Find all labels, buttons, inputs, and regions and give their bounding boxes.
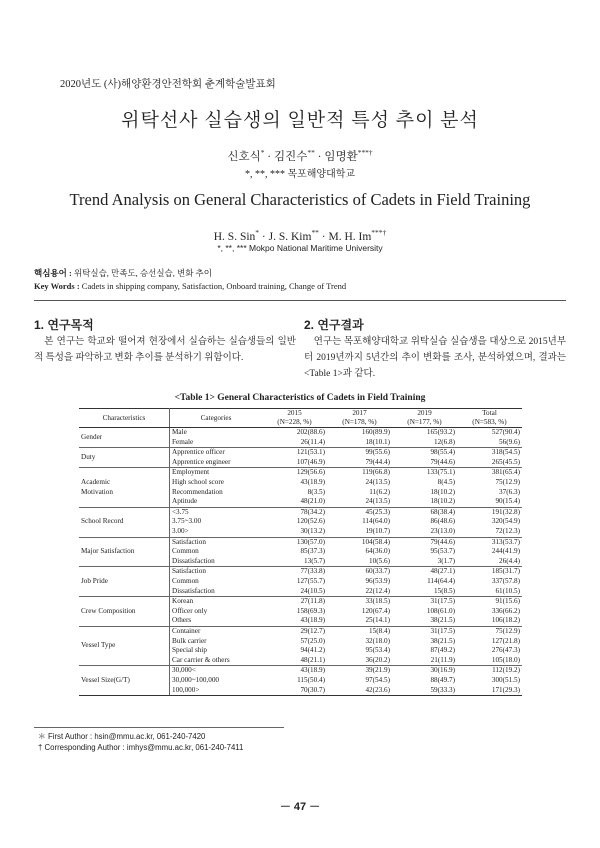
author-en-1: H. S. Sin bbox=[213, 230, 256, 243]
value-cell: 120(67.4) bbox=[361, 606, 390, 615]
category-cell: 3.75~3.00 bbox=[172, 517, 202, 526]
characteristic-label: Gender bbox=[79, 428, 170, 448]
value-cell: 26(4.4) bbox=[499, 556, 520, 565]
value-cell: 8(3.5) bbox=[307, 487, 325, 496]
category-cell: Bulk carrier bbox=[172, 636, 207, 645]
value-cell: 90(15.4) bbox=[495, 497, 520, 506]
table-row bbox=[79, 537, 522, 547]
value-cell: 88(49.7) bbox=[430, 675, 455, 684]
value-cell: 31(17.5) bbox=[392, 626, 457, 636]
value-cell: 120(52.6) bbox=[296, 517, 325, 526]
value-cell: 95(53.7) bbox=[430, 547, 455, 556]
value-cell: 12(6.8) bbox=[434, 437, 455, 446]
value-cell: 115(50.4) bbox=[297, 675, 325, 684]
header-2015 bbox=[262, 409, 327, 428]
value-cell: 26(11.4) bbox=[300, 437, 325, 446]
characteristic-label: Vessel Size(G/T) bbox=[79, 666, 170, 696]
category-cell: Common bbox=[172, 577, 199, 585]
value-cell: 114(64.4) bbox=[427, 577, 455, 585]
category-cell: 100,000> bbox=[170, 685, 263, 695]
paper-title-english: Trend Analysis on General Characteristics of Cadets in Field Training bbox=[69, 190, 531, 209]
category-cell: 3.00> bbox=[172, 527, 189, 536]
value-cell: 127(21.8) bbox=[491, 636, 520, 645]
value-cell: 318(54.5) bbox=[457, 448, 522, 458]
section-2-text: 연구는 목포해양대학교 위탁실습 실습생을 대상으로 2015년부터 2019년까지 5년간의 추이 변화를 조사, 분석하였으며, 결과는 <Table 1>과 같다. bbox=[304, 337, 566, 379]
value-cell: 31(17.5) bbox=[392, 597, 457, 607]
keywords-english-label: Key Words : bbox=[34, 281, 80, 291]
value-cell: 24(10.5) bbox=[300, 586, 325, 595]
category-cell: 30,000< bbox=[170, 666, 263, 676]
header-2017 bbox=[327, 409, 392, 428]
value-cell: 68(38.4) bbox=[392, 507, 457, 517]
header-total-label: Total bbox=[482, 409, 497, 417]
category-cell: Male bbox=[172, 428, 187, 437]
header-total bbox=[457, 409, 522, 428]
keywords-korean bbox=[34, 267, 212, 279]
value-cell: 18(10.2) bbox=[430, 487, 455, 496]
value-cell: 191(32.8) bbox=[457, 507, 522, 517]
value-cell: 29(12.7) bbox=[262, 626, 327, 636]
footnote-first-author: ＊ First Author : hsin@mmu.ac.kr, 061-240-7420 bbox=[38, 732, 206, 741]
author-en-3-mark: ***† bbox=[371, 228, 387, 237]
value-cell: 313(53.7) bbox=[457, 537, 522, 547]
value-cell: 11(6.2) bbox=[369, 487, 390, 496]
value-cell: 25(14.1) bbox=[365, 616, 390, 625]
value-cell: 48(27.1) bbox=[392, 567, 457, 577]
table-row bbox=[79, 468, 522, 478]
table-row bbox=[79, 597, 522, 607]
value-cell: 59(33.3) bbox=[392, 685, 457, 695]
header-2015-year: 2015 bbox=[287, 409, 302, 417]
value-cell: 185(31.7) bbox=[457, 567, 522, 577]
characteristics-table bbox=[79, 408, 522, 696]
characteristic-label: Job Pride bbox=[79, 567, 170, 597]
category-cell: Dissatisfaction bbox=[172, 586, 215, 595]
value-cell: 381(65.4) bbox=[457, 468, 522, 478]
value-cell: 43(18.9) bbox=[262, 666, 327, 676]
value-cell: 337(57.8) bbox=[491, 577, 520, 585]
author-3: · 임명환 bbox=[314, 151, 358, 163]
value-cell: 8(4.5) bbox=[437, 478, 455, 487]
value-cell: 130(57.0) bbox=[262, 537, 327, 547]
value-cell: 42(23.6) bbox=[327, 685, 392, 695]
value-cell: 30(13.2) bbox=[300, 527, 325, 536]
value-cell: 15(8.4) bbox=[327, 626, 392, 636]
category-cell: Employment bbox=[170, 468, 263, 478]
value-cell: 96(53.9) bbox=[365, 577, 390, 585]
category-cell: Apprentice engineer bbox=[172, 457, 231, 466]
table-body bbox=[79, 428, 522, 696]
keywords-english bbox=[34, 281, 346, 291]
value-cell: 30(16.9) bbox=[392, 666, 457, 676]
value-cell: 39(21.9) bbox=[327, 666, 392, 676]
value-cell: 21(11.9) bbox=[430, 655, 455, 664]
value-cell: 202(88.6) bbox=[296, 428, 325, 437]
author-3-mark: ***† bbox=[357, 148, 373, 158]
value-cell: 70(30.7) bbox=[262, 685, 327, 695]
value-cell: 276(47.3) bbox=[491, 646, 520, 655]
footnote-corresponding-author: † Corresponding Author : imhys@mmu.ac.kr, 061-240-7411 bbox=[38, 743, 244, 752]
value-cell: 18(10.2) bbox=[430, 497, 455, 506]
category-cell: Korean bbox=[170, 597, 263, 607]
value-cell: 119(66.8) bbox=[327, 468, 392, 478]
affiliation-english: *, **, *** Mokpo National Maritime University bbox=[217, 243, 383, 253]
table-row bbox=[79, 448, 522, 458]
value-cell: 165(93.2) bbox=[426, 428, 455, 437]
authors-korean bbox=[0, 148, 600, 164]
header-2017-year: 2017 bbox=[352, 409, 367, 417]
header-2019-year: 2019 bbox=[417, 409, 432, 417]
header-categories: Categories bbox=[170, 409, 263, 428]
category-cell: <3.75 bbox=[170, 507, 263, 517]
value-cell: 171(29.3) bbox=[457, 685, 522, 695]
author-1-mark: * bbox=[260, 148, 265, 158]
category-cell: 30,000~100,000 bbox=[172, 675, 220, 684]
value-cell: 97(54.5) bbox=[365, 675, 390, 684]
affiliation-korean: *, **, *** 목포해양대학교 bbox=[244, 169, 356, 180]
value-cell: 38(21.5) bbox=[430, 616, 455, 625]
header-2015-n: (N=228, %) bbox=[277, 418, 312, 426]
author-en-3: · M. H. Im bbox=[318, 230, 372, 243]
value-cell: 23(13.0) bbox=[430, 527, 455, 536]
value-cell: 79(44.6) bbox=[430, 457, 455, 466]
value-cell: 108(61.0) bbox=[426, 606, 455, 615]
category-cell: Dissatisfaction bbox=[172, 556, 215, 565]
author-2: · 김진수 bbox=[264, 151, 308, 163]
value-cell: 75(12.9) bbox=[457, 626, 522, 636]
value-cell: 112(19.2) bbox=[457, 666, 522, 676]
keywords-korean-text: 위탁실습, 만족도, 승선실습, 변화 추이 bbox=[71, 268, 212, 278]
category-cell: Recommendation bbox=[172, 487, 223, 496]
value-cell: 160(89.9) bbox=[361, 428, 390, 437]
value-cell: 121(53.1) bbox=[262, 448, 327, 458]
value-cell: 48(21.0) bbox=[300, 497, 325, 506]
table-caption: <Table 1> General Characteristics of Cadets in Field Training bbox=[174, 393, 426, 403]
value-cell: 87(49.2) bbox=[430, 646, 455, 655]
category-cell: Aptitude bbox=[172, 497, 198, 506]
value-cell: 24(13.5) bbox=[365, 478, 390, 487]
value-cell: 95(53.4) bbox=[365, 646, 390, 655]
value-cell: 300(51.5) bbox=[491, 675, 520, 684]
value-cell: 527(90.4) bbox=[491, 428, 520, 437]
table-row bbox=[79, 428, 522, 438]
table-row bbox=[79, 567, 522, 577]
value-cell: 265(45.5) bbox=[491, 457, 520, 466]
value-cell: 129(56.6) bbox=[262, 468, 327, 478]
author-en-2-mark: ** bbox=[311, 228, 319, 237]
value-cell: 56(9.6) bbox=[499, 437, 520, 446]
category-cell: Special ship bbox=[172, 646, 207, 655]
value-cell: 32(18.0) bbox=[365, 636, 390, 645]
value-cell: 336(66.2) bbox=[491, 606, 520, 615]
value-cell: 60(33.7) bbox=[327, 567, 392, 577]
value-cell: 78(34.2) bbox=[262, 507, 327, 517]
value-cell: 24(13.5) bbox=[365, 497, 390, 506]
characteristic-label: School Record bbox=[79, 507, 170, 537]
category-cell: Officer only bbox=[172, 606, 208, 615]
author-en-1-mark: * bbox=[255, 228, 260, 237]
value-cell: 99(55.6) bbox=[327, 448, 392, 458]
header-2019 bbox=[392, 409, 457, 428]
author-en-2: · J. S. Kim bbox=[259, 230, 312, 243]
conference-header: 2020년도 (사)해양환경안전학회 춘계학술발표회 bbox=[60, 79, 276, 90]
header-characteristics: Characteristics bbox=[79, 409, 170, 428]
value-cell: 79(44.4) bbox=[365, 457, 390, 466]
value-cell: 45(25.3) bbox=[327, 507, 392, 517]
value-cell: 85(37.3) bbox=[300, 547, 325, 556]
header-total-n: (N=583, %) bbox=[472, 418, 507, 426]
characteristic-label: Duty bbox=[79, 448, 170, 468]
value-cell: 127(55.7) bbox=[296, 577, 325, 585]
value-cell: 94(41.2) bbox=[300, 646, 325, 655]
keywords-english-text: Cadets in shipping company, Satisfaction, Onboard training, Change of Trend bbox=[79, 281, 347, 291]
page-number: － 47 － bbox=[279, 801, 321, 813]
value-cell: 18(10.1) bbox=[365, 437, 390, 446]
value-cell: 43(18.9) bbox=[300, 478, 325, 487]
paper-title-korean: 위탁선사 실습생의 일반적 특성 추이 분석 bbox=[121, 110, 479, 131]
category-cell: High school score bbox=[172, 478, 224, 487]
value-cell: 61(10.5) bbox=[495, 586, 520, 595]
value-cell: 19(10.7) bbox=[365, 527, 390, 536]
value-cell: 106(18.2) bbox=[491, 616, 520, 625]
value-cell: 98(55.4) bbox=[392, 448, 457, 458]
value-cell: 13(5.7) bbox=[304, 556, 325, 565]
category-cell: Container bbox=[170, 626, 263, 636]
author-1: 신호식 bbox=[227, 151, 261, 163]
value-cell: 86(48.6) bbox=[430, 517, 455, 526]
table-row bbox=[79, 626, 522, 636]
value-cell: 72(12.3) bbox=[495, 527, 520, 536]
value-cell: 79(44.6) bbox=[392, 537, 457, 547]
value-cell: 43(18.9) bbox=[300, 616, 325, 625]
value-cell: 38(21.5) bbox=[430, 636, 455, 645]
value-cell: 158(69.3) bbox=[296, 606, 325, 615]
author-2-mark: ** bbox=[307, 148, 315, 158]
value-cell: 3(1.7) bbox=[437, 556, 455, 565]
value-cell: 114(64.0) bbox=[362, 517, 390, 526]
value-cell: 104(58.4) bbox=[327, 537, 392, 547]
header-2019-n: (N=177, %) bbox=[407, 418, 442, 426]
category-cell: Satisfaction bbox=[170, 537, 263, 547]
value-cell: 10(5.6) bbox=[369, 556, 390, 565]
category-cell: Female bbox=[172, 437, 194, 446]
characteristic-label: Vessel Type bbox=[79, 626, 170, 665]
value-cell: 91(15.6) bbox=[457, 597, 522, 607]
section-1-heading: 1. 연구목적 bbox=[34, 318, 94, 332]
characteristic-label: Crew Composition bbox=[79, 597, 170, 627]
value-cell: 36(20.2) bbox=[365, 655, 390, 664]
category-cell: Car carrier & others bbox=[172, 655, 230, 664]
value-cell: 48(21.1) bbox=[300, 655, 325, 664]
keywords-korean-label: 핵심용어 : bbox=[34, 268, 72, 278]
value-cell: 77(33.8) bbox=[262, 567, 327, 577]
value-cell: 37(6.3) bbox=[499, 487, 520, 496]
value-cell: 27(11.8) bbox=[262, 597, 327, 607]
category-cell: Common bbox=[172, 547, 199, 556]
value-cell: 75(12.9) bbox=[495, 478, 520, 487]
footnote-divider bbox=[34, 727, 284, 728]
section-1-text: 본 연구는 학교와 떨어져 현장에서 실습하는 실습생들의 일반적 특성을 파악하고 변화 추이를 분석하기 위함이다. bbox=[34, 337, 296, 363]
value-cell: 244(41.9) bbox=[491, 547, 520, 556]
value-cell: 320(54.9) bbox=[491, 517, 520, 526]
section-2-heading: 2. 연구결과 bbox=[304, 318, 364, 332]
characteristic-label: Major Satisfaction bbox=[79, 537, 170, 567]
table-row bbox=[79, 507, 522, 517]
value-cell: 133(75.1) bbox=[392, 468, 457, 478]
characteristic-label: Academic Motivation bbox=[79, 468, 170, 507]
authors-english bbox=[0, 228, 600, 243]
category-cell: Satisfaction bbox=[170, 567, 263, 577]
value-cell: 107(46.9) bbox=[296, 457, 325, 466]
value-cell: 57(25.0) bbox=[300, 636, 325, 645]
header-2017-n: (N=178, %) bbox=[342, 418, 377, 426]
value-cell: 64(36.0) bbox=[365, 547, 390, 556]
value-cell: 22(12.4) bbox=[365, 586, 390, 595]
divider bbox=[34, 300, 566, 301]
category-cell: Others bbox=[172, 616, 192, 625]
value-cell: 105(18.0) bbox=[491, 655, 520, 664]
category-cell: Apprentice officer bbox=[170, 448, 263, 458]
value-cell: 15(8.5) bbox=[434, 586, 455, 595]
value-cell: 33(18.5) bbox=[327, 597, 392, 607]
table-row bbox=[79, 666, 522, 676]
